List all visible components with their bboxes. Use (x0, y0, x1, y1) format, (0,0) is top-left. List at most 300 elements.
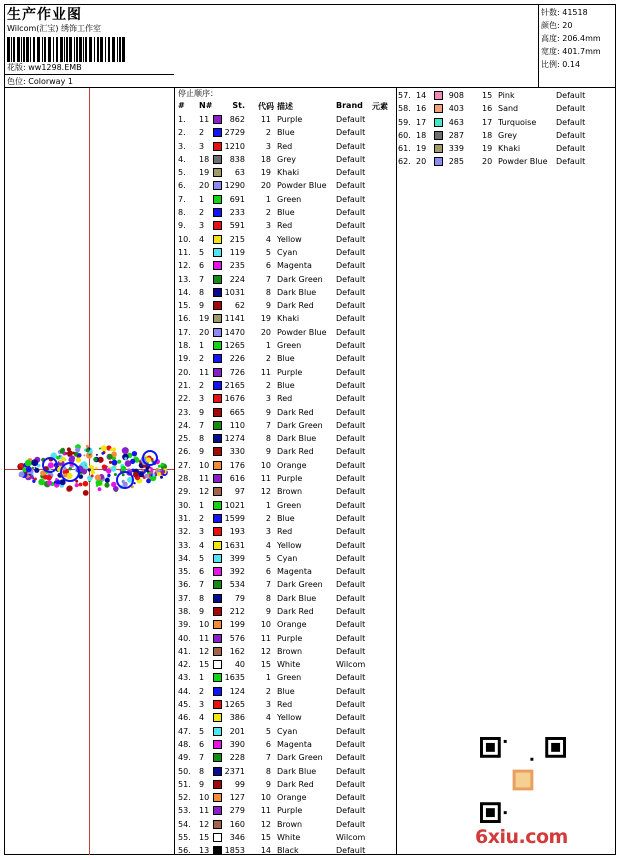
row-stitches: 1290 (224, 181, 245, 191)
row-needle: 5 (199, 726, 205, 736)
row-brand: Default (336, 274, 366, 284)
row-brand: Default (336, 460, 366, 470)
row-number: 52. (178, 793, 191, 803)
table-row (177, 313, 397, 326)
row-description: Dark Green (277, 753, 323, 763)
row-stitches: 1265 (224, 700, 245, 710)
row-needle: 8 (199, 287, 205, 297)
table-row (177, 513, 397, 526)
row-brand: Default (336, 500, 366, 510)
color-swatch (434, 104, 443, 113)
row-brand: Default (336, 633, 366, 643)
row-number: 58. (398, 104, 411, 114)
row-number: 31. (178, 513, 191, 523)
row-brand: Wilcom (336, 660, 366, 670)
row-code: 20 (260, 181, 271, 191)
row-number: 4. (178, 154, 186, 164)
table-row (177, 593, 397, 606)
row-brand: Default (336, 806, 366, 816)
row-code: 4 (265, 713, 271, 723)
color-swatch (213, 820, 222, 829)
row-description: Green (277, 500, 302, 510)
row-brand: Default (336, 606, 366, 616)
row-number: 34. (178, 553, 191, 563)
row-number: 62. (398, 157, 411, 167)
row-description: Dark Red (277, 779, 314, 789)
row-number: 5. (178, 168, 186, 178)
row-stitches: 119 (229, 247, 245, 257)
table-row (177, 726, 397, 739)
table-row (177, 805, 397, 818)
row-number: 30. (178, 500, 191, 510)
table-row (177, 566, 397, 579)
color-swatch (213, 128, 222, 137)
row-brand: Default (336, 766, 366, 776)
row-stitches: 99 (234, 779, 245, 789)
row-number: 10. (178, 234, 191, 244)
stat-colors: 颜色: 20 (541, 21, 573, 30)
company-name: Wilcom(汇宝) 绣饰工作室 (7, 24, 102, 33)
row-brand: Default (336, 354, 366, 364)
color-swatch (213, 328, 222, 337)
row-number: 51. (178, 779, 191, 789)
row-code: 20 (482, 157, 493, 167)
row-needle: 20 (199, 327, 210, 337)
row-stitches: 2729 (224, 128, 245, 138)
header-divider (4, 87, 616, 88)
color-swatch (213, 607, 222, 616)
row-number: 24. (178, 420, 191, 430)
row-number: 17. (178, 327, 191, 337)
row-stitches: 285 (448, 157, 464, 167)
row-needle: 2 (199, 208, 205, 218)
row-needle: 12 (199, 646, 210, 656)
table-row (398, 130, 586, 143)
row-brand: Default (336, 208, 366, 218)
row-description: Purple (277, 474, 303, 484)
row-stitches: 212 (229, 606, 245, 616)
row-needle: 19 (199, 314, 210, 324)
table-row (177, 473, 397, 486)
row-stitches: 392 (229, 567, 245, 577)
embroidery-design-preview (0, 420, 180, 530)
color-swatch (213, 301, 222, 310)
row-stitches: 235 (229, 261, 245, 271)
table-row (177, 433, 397, 446)
table-row (177, 154, 397, 167)
row-number: 9. (178, 221, 186, 231)
color-swatch (213, 700, 222, 709)
row-needle: 3 (199, 221, 205, 231)
color-swatch (213, 434, 222, 443)
col-description: 描述 (277, 102, 293, 111)
row-needle: 9 (199, 301, 205, 311)
row-code: 2 (265, 128, 271, 138)
row-needle: 6 (199, 567, 205, 577)
row-brand: Default (336, 194, 366, 204)
row-description: Grey (498, 130, 517, 140)
row-number: 29. (178, 487, 191, 497)
row-code: 2 (265, 380, 271, 390)
row-stitches: 1676 (224, 394, 245, 404)
row-code: 14 (260, 846, 271, 856)
row-description: Purple (277, 115, 303, 124)
row-code: 15 (260, 660, 271, 670)
color-swatch (213, 527, 222, 536)
row-brand: Default (336, 540, 366, 550)
row-brand: Default (336, 394, 366, 404)
row-description: Turquoise (498, 117, 537, 127)
row-number: 35. (178, 567, 191, 577)
row-brand: Default (556, 157, 586, 167)
row-brand: Default (336, 181, 366, 191)
color-swatch (213, 314, 222, 323)
row-code: 2 (265, 513, 271, 523)
row-needle: 19 (416, 144, 427, 154)
row-number: 56. (178, 846, 191, 856)
row-stitches: 40 (234, 660, 245, 670)
table-row (177, 114, 397, 127)
row-code: 3 (265, 141, 271, 151)
row-brand: Default (336, 513, 366, 523)
row-number: 15. (178, 301, 191, 311)
row-code: 19 (260, 314, 271, 324)
row-description: Dark Blue (277, 287, 317, 297)
color-swatch (213, 421, 222, 430)
row-stitches: 226 (229, 354, 245, 364)
table-row (177, 234, 397, 247)
row-stitches: 1210 (224, 141, 245, 151)
row-stitches: 576 (229, 633, 245, 643)
color-swatch (213, 235, 222, 244)
row-needle: 10 (199, 793, 210, 803)
row-number: 57. (398, 91, 411, 100)
row-number: 13. (178, 274, 191, 284)
row-code: 6 (265, 567, 271, 577)
table-row (177, 247, 397, 260)
row-needle: 10 (199, 620, 210, 630)
row-code: 7 (265, 753, 271, 763)
row-brand: Default (336, 327, 366, 337)
row-description: Magenta (277, 261, 312, 271)
row-brand: Default (336, 128, 366, 138)
color-swatch (213, 647, 222, 656)
color-swatch (213, 793, 222, 802)
row-stitches: 908 (448, 91, 464, 100)
row-stitches: 1635 (224, 673, 245, 683)
row-code: 8 (265, 593, 271, 603)
row-description: Dark Blue (277, 593, 317, 603)
table-row (177, 845, 397, 858)
row-code: 8 (265, 434, 271, 444)
row-description: Dark Red (277, 407, 314, 417)
row-stitches: 193 (229, 527, 245, 537)
stat-height: 高度: 206.4mm (541, 34, 601, 43)
row-code: 1 (265, 194, 271, 204)
row-code: 9 (265, 606, 271, 616)
meta-divider (4, 74, 174, 75)
color-swatch (213, 288, 222, 297)
row-stitches: 62 (234, 301, 245, 311)
row-description: Purple (277, 806, 303, 816)
row-number: 6. (178, 181, 186, 191)
row-code: 9 (265, 447, 271, 457)
color-swatch (213, 514, 222, 523)
row-stitches: 534 (229, 580, 245, 590)
color-swatch (213, 195, 222, 204)
row-needle: 8 (199, 434, 205, 444)
row-code: 11 (260, 806, 271, 816)
row-code: 11 (260, 633, 271, 643)
row-brand: Default (336, 287, 366, 297)
row-number: 38. (178, 606, 191, 616)
row-number: 3. (178, 141, 186, 151)
row-code: 5 (265, 247, 271, 257)
row-stitches: 1631 (224, 540, 245, 550)
table-row (177, 300, 397, 313)
table-row (177, 540, 397, 553)
row-code: 8 (265, 287, 271, 297)
row-needle: 3 (199, 527, 205, 537)
table-row (177, 420, 397, 433)
row-number: 1. (178, 115, 186, 124)
row-number: 59. (398, 117, 411, 127)
row-stitches: 201 (229, 726, 245, 736)
design-file-label: 花版: ww1298.EMB (7, 63, 82, 72)
color-swatch (213, 208, 222, 217)
row-stitches: 287 (448, 130, 464, 140)
row-needle: 9 (199, 779, 205, 789)
row-code: 1 (265, 341, 271, 351)
row-description: Orange (277, 793, 307, 803)
row-code: 9 (265, 407, 271, 417)
row-number: 26. (178, 447, 191, 457)
table-row (177, 460, 397, 473)
table-row (177, 686, 397, 699)
color-swatch (213, 341, 222, 350)
row-needle: 2 (199, 354, 205, 364)
row-needle: 11 (199, 474, 210, 484)
color-swatch (213, 753, 222, 762)
row-stitches: 463 (448, 117, 464, 127)
row-stitches: 330 (229, 447, 245, 457)
table-row (177, 712, 397, 725)
row-number: 22. (178, 394, 191, 404)
row-brand: Default (336, 739, 366, 749)
row-needle: 17 (416, 117, 427, 127)
col-num: # (178, 101, 185, 110)
color-swatch (213, 554, 222, 563)
row-number: 46. (178, 713, 191, 723)
row-brand: Default (556, 117, 586, 127)
table-body-continued (398, 90, 586, 170)
color-swatch (213, 620, 222, 629)
row-description: Orange (277, 620, 307, 630)
col-needle: N# (199, 101, 213, 110)
row-stitches: 1853 (224, 846, 245, 856)
table-row (398, 103, 586, 116)
color-swatch (434, 144, 443, 153)
row-description: Powder Blue (277, 181, 327, 191)
color-swatch (213, 673, 222, 682)
row-description: Magenta (277, 567, 312, 577)
row-description: Green (277, 194, 302, 204)
row-code: 1 (265, 500, 271, 510)
row-code: 2 (265, 686, 271, 696)
row-code: 16 (482, 104, 493, 114)
colorway-label: 色位: Colorway 1 (7, 77, 73, 86)
row-brand: Default (336, 686, 366, 696)
color-swatch (213, 833, 222, 842)
row-code: 7 (265, 580, 271, 590)
color-swatch (213, 594, 222, 603)
color-swatch (213, 248, 222, 257)
row-needle: 16 (416, 104, 427, 114)
row-code: 3 (265, 221, 271, 231)
stop-sequence-table (177, 101, 397, 859)
row-brand: Default (336, 154, 366, 164)
row-code: 18 (482, 130, 493, 140)
row-number: 54. (178, 819, 191, 829)
color-swatch (213, 713, 222, 722)
row-description: Blue (277, 513, 295, 523)
table-row (398, 90, 586, 103)
row-description: Yellow (277, 234, 302, 244)
row-brand: Default (336, 234, 366, 244)
row-needle: 12 (199, 487, 210, 497)
row-brand: Default (336, 673, 366, 683)
color-swatch (213, 155, 222, 164)
row-code: 10 (260, 793, 271, 803)
row-description: Magenta (277, 739, 312, 749)
color-swatch (213, 368, 222, 377)
table-row (177, 500, 397, 513)
row-needle: 2 (199, 380, 205, 390)
row-needle: 7 (199, 274, 205, 284)
row-stitches: 399 (229, 553, 245, 563)
row-stitches: 110 (229, 420, 245, 430)
color-swatch (213, 846, 222, 855)
row-stitches: 228 (229, 753, 245, 763)
col-brand: Brand (336, 101, 363, 110)
table-row (177, 353, 397, 366)
stat-stitches: 针数: 41518 (541, 8, 588, 17)
row-brand: Default (336, 567, 366, 577)
row-brand: Default (336, 713, 366, 723)
row-needle: 1 (199, 341, 205, 351)
stats-divider (538, 4, 539, 88)
row-description: Blue (277, 380, 295, 390)
row-number: 45. (178, 700, 191, 710)
color-swatch (213, 381, 222, 390)
table-row (177, 752, 397, 765)
row-description: Purple (277, 633, 303, 643)
color-swatch (434, 118, 443, 127)
row-description: Blue (277, 208, 295, 218)
row-number: 28. (178, 474, 191, 484)
table-row (398, 117, 586, 130)
table-row (177, 287, 397, 300)
row-number: 61. (398, 144, 411, 154)
row-needle: 3 (199, 700, 205, 710)
row-number: 20. (178, 367, 191, 377)
color-swatch (213, 567, 222, 576)
row-code: 12 (260, 487, 271, 497)
row-description: Purple (277, 367, 303, 377)
color-swatch (213, 115, 222, 124)
color-swatch (213, 660, 222, 669)
row-brand: Default (336, 620, 366, 630)
row-code: 11 (260, 367, 271, 377)
row-description: Dark Red (277, 606, 314, 616)
row-needle: 1 (199, 194, 205, 204)
row-needle: 15 (199, 660, 210, 670)
row-code: 2 (265, 354, 271, 364)
row-description: Blue (277, 128, 295, 138)
row-number: 36. (178, 580, 191, 590)
table-row (177, 380, 397, 393)
row-brand: Default (336, 580, 366, 590)
row-code: 3 (265, 700, 271, 710)
row-needle: 9 (199, 447, 205, 457)
row-stitches: 97 (234, 487, 245, 497)
col-stitches: St. (232, 101, 245, 110)
row-number: 32. (178, 527, 191, 537)
table-row (398, 143, 586, 156)
row-description: White (277, 660, 301, 670)
row-needle: 4 (199, 540, 205, 550)
row-description: Brown (277, 646, 303, 656)
row-needle: 11 (199, 806, 210, 816)
row-needle: 19 (199, 168, 210, 178)
table-row (177, 127, 397, 140)
row-number: 55. (178, 833, 191, 843)
table-row (177, 619, 397, 632)
row-brand: Default (336, 314, 366, 324)
row-stitches: 691 (229, 194, 245, 204)
row-description: Cyan (277, 553, 298, 563)
row-number: 12. (178, 261, 191, 271)
table-row (177, 832, 397, 845)
row-description: Green (277, 341, 302, 351)
color-swatch (213, 487, 222, 496)
row-stitches: 2371 (224, 766, 245, 776)
row-needle: 13 (199, 846, 210, 856)
color-swatch (213, 687, 222, 696)
row-stitches: 233 (229, 208, 245, 218)
row-brand: Wilcom (336, 833, 366, 843)
row-stitches: 386 (229, 713, 245, 723)
row-code: 6 (265, 739, 271, 749)
color-swatch (213, 740, 222, 749)
row-number: 23. (178, 407, 191, 417)
table-row (177, 407, 397, 420)
row-needle: 9 (199, 407, 205, 417)
row-number: 7. (178, 194, 186, 204)
row-code: 15 (260, 833, 271, 843)
table-row (177, 367, 397, 380)
row-brand: Default (556, 91, 586, 100)
row-brand: Default (336, 700, 366, 710)
row-number: 47. (178, 726, 191, 736)
row-description: Yellow (277, 540, 302, 550)
row-needle: 20 (199, 181, 210, 191)
table-row (177, 167, 397, 180)
row-stitches: 162 (229, 646, 245, 656)
row-description: Orange (277, 460, 307, 470)
row-number: 49. (178, 753, 191, 763)
table-row (177, 739, 397, 752)
